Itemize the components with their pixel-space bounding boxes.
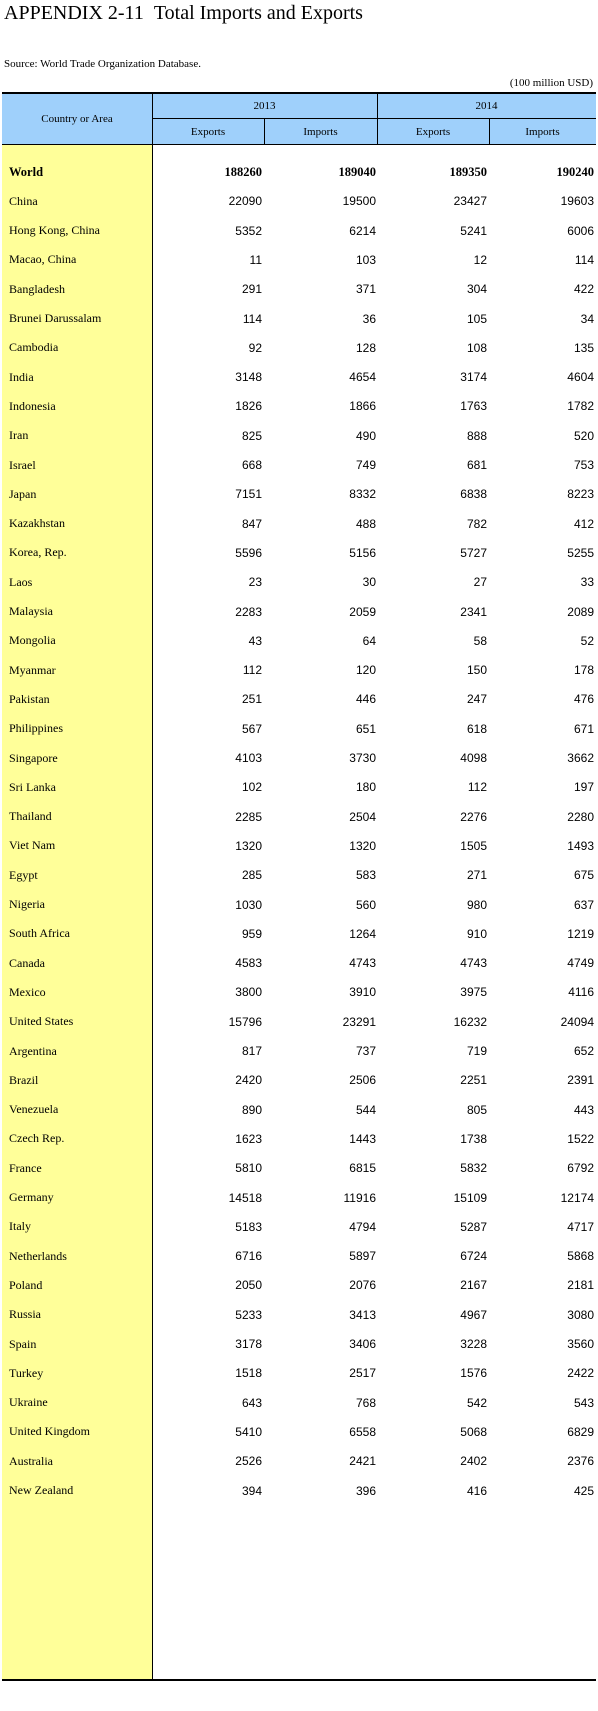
value-exports-2013: 5233 [235,1307,262,1322]
value-exports-2014: 5727 [460,545,487,560]
value-imports-2013: 6558 [349,1424,376,1439]
value-exports-2013: 847 [241,516,262,531]
country-name: Hong Kong, China [9,223,100,238]
value-exports-2013: 92 [248,340,262,355]
value-exports-2014: 6724 [460,1249,487,1264]
value-exports-2014: 23427 [453,194,487,209]
value-imports-2014: 197 [573,780,594,795]
value-exports-2013: 291 [241,282,262,297]
value-exports-2013: 43 [248,633,262,648]
value-imports-2013: 2504 [349,809,376,824]
table-row [2,537,596,569]
value-exports-2014: 2341 [460,604,487,619]
table-row [2,771,596,803]
table-row [2,1299,596,1331]
value-exports-2013: 817 [241,1044,262,1058]
value-imports-2013: 1264 [349,926,376,941]
value-imports-2014: 8223 [567,487,594,502]
value-imports-2013: 4794 [349,1219,376,1234]
value-imports-2014: 52 [580,633,594,648]
value-exports-2014: 271 [466,868,487,883]
value-imports-2013: 1443 [349,1131,376,1146]
value-imports-2014: 422 [573,282,594,297]
value-exports-2014: 681 [466,458,487,472]
value-exports-2013: 3178 [235,1337,262,1351]
value-exports-2013: 959 [241,926,262,941]
value-exports-2014: 3975 [460,985,487,1000]
value-exports-2013: 1623 [235,1131,262,1146]
value-exports-2013: 2285 [235,809,262,824]
value-exports-2014: 112 [467,780,487,795]
table-row [2,1094,596,1126]
value-exports-2013: 112 [242,663,262,678]
value-imports-2014: 543 [573,1395,594,1410]
value-imports-2013: 180 [355,780,376,795]
table-row [2,1416,596,1448]
value-exports-2013: 188260 [224,164,262,179]
table-row [2,654,596,686]
value-exports-2014: 3228 [460,1337,487,1351]
table-row [2,566,596,598]
value-exports-2013: 394 [241,1483,262,1498]
table-row [2,1035,596,1067]
value-exports-2013: 14518 [228,1190,262,1205]
table-row [2,420,596,452]
table-row [2,801,596,833]
value-imports-2013: 11916 [343,1190,376,1205]
value-exports-2014: 5068 [460,1424,487,1439]
value-exports-2013: 890 [241,1102,262,1117]
value-exports-2014: 980 [466,897,487,912]
value-exports-2013: 3148 [235,370,262,385]
value-imports-2014: 3080 [567,1307,594,1322]
value-exports-2014: 2167 [460,1278,487,1293]
table-top-rule [2,92,596,94]
value-imports-2013: 2421 [349,1454,376,1469]
value-imports-2013: 120 [355,663,376,678]
value-exports-2013: 4583 [235,956,262,971]
table-title: Total Imports and Exports [153,2,363,24]
table-row [2,273,596,305]
table-row [2,859,596,891]
value-exports-2014: 416 [466,1483,487,1498]
header-2013-exports: Exports [152,119,264,144]
country-name: Australia [9,1453,53,1468]
country-name: Singapore [9,750,58,765]
country-name: Mongolia [9,633,56,648]
value-imports-2013: 651 [355,721,376,736]
value-imports-2013: 2059 [349,604,376,619]
value-imports-2013: 446 [355,692,376,707]
value-imports-2013: 3413 [349,1307,376,1322]
value-imports-2013: 8332 [349,487,376,502]
sub-divider-2013 [264,119,265,144]
table-row [2,508,596,540]
country-name: Nigeria [9,897,45,911]
country-name: Netherlands [9,1248,67,1263]
year-divider-rule [377,93,378,144]
value-imports-2014: 5868 [567,1249,594,1264]
value-imports-2014: 3560 [567,1337,594,1351]
value-exports-2014: 3174 [460,370,487,385]
value-imports-2014: 19603 [560,194,594,209]
value-exports-2013: 5596 [235,545,262,560]
table-row [2,244,596,276]
country-name: Germany [9,1190,54,1204]
value-exports-2014: 16232 [453,1014,487,1029]
header-country-or-area: Country or Area [2,93,152,144]
country-name: Spain [9,1336,37,1351]
country-name: France [9,1160,42,1175]
value-exports-2014: 2276 [460,809,487,824]
table-row [2,449,596,481]
table-row [2,1240,596,1272]
table-row [2,1357,596,1389]
value-imports-2013: 2076 [349,1278,376,1293]
value-imports-2013: 3406 [349,1337,376,1351]
value-exports-2013: 285 [241,868,262,883]
value-imports-2013: 189040 [338,164,376,179]
country-name: Ukraine [9,1395,48,1410]
page-title [4,2,363,25]
header-2014-exports: Exports [377,119,489,144]
header-year-rule [152,118,596,119]
value-imports-2014: 12174 [560,1190,594,1205]
country-name: Bangladesh [9,281,65,296]
source-note: Source: World Trade Organization Database. [4,58,201,70]
country-name: Macao, China [9,252,77,267]
value-exports-2013: 825 [241,428,262,443]
value-exports-2013: 1320 [235,838,262,853]
value-imports-2013: 30 [362,575,376,590]
value-imports-2013: 2517 [349,1366,376,1381]
value-imports-2014: 114 [574,252,594,267]
value-imports-2013: 2506 [349,1073,376,1088]
value-imports-2014: 4749 [567,956,594,971]
value-exports-2013: 114 [242,311,262,326]
table-row [2,830,596,862]
value-exports-2014: 105 [466,311,487,326]
value-exports-2013: 2283 [235,604,262,619]
value-imports-2013: 64 [362,633,376,648]
value-imports-2013: 396 [355,1483,376,1498]
value-imports-2014: 2181 [567,1278,594,1293]
value-imports-2013: 36 [362,311,376,326]
value-exports-2013: 3800 [235,985,262,1000]
value-imports-2013: 103 [355,252,376,267]
value-exports-2014: 719 [466,1044,487,1058]
country-name: Russia [9,1307,42,1322]
country-name: Kazakhstan [9,516,65,531]
value-imports-2013: 737 [355,1044,376,1058]
value-imports-2013: 560 [355,897,376,912]
value-exports-2013: 6716 [235,1249,262,1264]
country-name: Japan [9,486,37,501]
value-imports-2013: 5897 [349,1249,376,1264]
value-imports-2014: 4604 [567,370,594,385]
value-imports-2013: 128 [355,340,376,355]
country-name: Poland [9,1277,43,1292]
table-row [2,1211,596,1243]
table-bottom-rule [2,1679,596,1681]
table-row [2,947,596,979]
value-exports-2013: 643 [241,1395,262,1410]
value-exports-2013: 7151 [235,487,262,502]
value-exports-2014: 189350 [449,164,487,179]
value-exports-2014: 150 [466,663,487,678]
value-imports-2014: 6792 [567,1161,594,1176]
value-exports-2014: 2251 [460,1073,487,1088]
table-row [2,332,596,364]
value-imports-2014: 753 [573,458,594,472]
header-year-2013: 2013 [152,93,377,118]
value-exports-2014: 4098 [460,751,487,765]
value-exports-2013: 567 [241,721,262,736]
table-row [2,1123,596,1155]
value-imports-2014: 652 [573,1044,594,1058]
value-imports-2014: 671 [573,721,594,736]
value-imports-2013: 3730 [349,751,376,765]
value-imports-2014: 33 [580,575,594,590]
value-imports-2014: 425 [573,1483,594,1498]
value-exports-2014: 247 [466,692,487,707]
value-imports-2014: 2422 [567,1366,594,1381]
country-name: Thailand [9,809,52,824]
value-imports-2014: 6006 [567,223,594,238]
value-imports-2014: 24094 [560,1014,594,1029]
value-exports-2014: 5287 [460,1219,487,1234]
value-imports-2014: 178 [573,663,594,678]
value-imports-2014: 443 [573,1102,594,1117]
country-name: United Kingdom [9,1424,90,1439]
country-name: New Zealand [9,1483,74,1497]
country-name: China [9,193,38,208]
value-exports-2013: 5352 [235,223,262,238]
header-2014-imports: Imports [489,119,596,144]
value-exports-2014: 12 [473,252,487,267]
value-exports-2013: 251 [241,692,262,707]
country-name: Italy [9,1219,31,1234]
value-imports-2014: 6829 [567,1424,594,1439]
table-row [2,976,596,1008]
value-exports-2014: 910 [466,926,487,941]
value-imports-2013: 4743 [349,956,376,971]
value-imports-2013: 768 [355,1395,376,1410]
value-exports-2014: 6838 [460,487,487,502]
country-name: Pakistan [9,691,50,706]
table-row [2,596,596,628]
value-imports-2013: 1320 [349,838,376,853]
value-imports-2013: 544 [355,1102,376,1117]
table-row [2,1064,596,1096]
table-row [2,683,596,715]
trade-table [2,93,596,1680]
value-imports-2013: 583 [355,868,376,883]
value-exports-2014: 2402 [460,1454,487,1469]
country-name: Israel [9,457,36,472]
value-exports-2014: 304 [466,282,487,297]
value-imports-2014: 135 [573,340,594,355]
country-name: United States [9,1014,74,1029]
header-2013-imports: Imports [264,119,377,144]
value-exports-2013: 1030 [235,897,262,912]
value-exports-2013: 1826 [235,399,262,414]
country-name: Argentina [9,1043,57,1058]
table-row [2,215,596,247]
table-row [2,156,596,188]
value-imports-2013: 1866 [349,399,376,414]
country-name: Turkey [9,1365,44,1380]
value-imports-2014: 412 [573,516,594,531]
country-name: Czech Rep. [9,1131,65,1146]
country-name: India [9,369,34,384]
table-row [2,889,596,921]
country-name: Iran [9,428,29,443]
value-imports-2014: 675 [573,868,594,883]
table-row [2,361,596,393]
country-name: Indonesia [9,398,56,413]
table-row [2,742,596,774]
value-imports-2013: 6214 [349,223,376,238]
value-imports-2013: 488 [355,516,376,531]
value-imports-2014: 1219 [567,926,594,941]
country-name: Malaysia [9,604,53,618]
country-name: Brazil [9,1072,39,1087]
value-imports-2014: 1493 [567,838,594,853]
country-name: Mexico [9,984,46,999]
value-imports-2013: 3910 [349,985,376,1000]
value-exports-2014: 888 [466,428,487,443]
value-imports-2014: 476 [573,692,594,707]
value-imports-2014: 1522 [567,1131,594,1146]
table-row [2,1445,596,1477]
value-exports-2014: 1738 [460,1131,487,1146]
value-imports-2013: 490 [355,428,376,443]
table-row [2,918,596,950]
value-imports-2013: 5156 [349,545,376,560]
value-exports-2013: 5410 [235,1424,262,1439]
value-imports-2014: 4116 [568,985,594,1000]
value-imports-2014: 520 [573,428,594,443]
header-year-2014: 2014 [377,93,596,118]
value-exports-2014: 108 [466,340,487,355]
table-row [2,1269,596,1301]
country-name: Brunei Darussalam [9,311,102,325]
country-name: South Africa [9,926,70,941]
value-exports-2013: 2050 [235,1278,262,1293]
value-exports-2014: 4967 [460,1307,487,1322]
country-name: Korea, Rep. [9,545,67,560]
value-imports-2013: 371 [355,282,376,297]
appendix-code: APPENDIX 2-11 [4,2,144,24]
value-imports-2014: 4717 [567,1219,594,1234]
value-exports-2013: 1518 [235,1366,262,1381]
value-imports-2014: 34 [580,311,594,326]
value-exports-2013: 15796 [228,1014,262,1029]
value-exports-2014: 15109 [453,1190,487,1205]
value-exports-2013: 4103 [235,751,262,765]
value-imports-2014: 2089 [567,604,594,619]
country-name: World [9,164,44,179]
value-exports-2014: 27 [473,575,487,590]
sub-divider-2014 [489,119,490,144]
value-imports-2014: 2280 [567,809,594,824]
country-name: Egypt [9,867,38,882]
value-imports-2014: 1782 [567,399,594,414]
value-imports-2013: 6815 [349,1161,376,1176]
value-exports-2013: 11 [249,252,262,267]
value-exports-2014: 1576 [460,1366,487,1381]
value-exports-2014: 618 [466,721,487,736]
value-exports-2014: 5832 [460,1161,487,1176]
table-row [2,1328,596,1360]
value-exports-2013: 2526 [235,1454,262,1469]
table-row [2,478,596,510]
value-imports-2014: 3662 [567,751,594,765]
value-imports-2014: 190240 [556,164,594,179]
country-name: Laos [9,574,33,589]
value-exports-2014: 4743 [460,956,487,971]
value-exports-2014: 1505 [460,838,487,853]
value-exports-2014: 1763 [460,399,487,414]
value-exports-2013: 23 [248,575,262,590]
country-name: Philippines [9,721,64,736]
country-name: Myanmar [9,662,56,677]
value-exports-2014: 805 [466,1102,487,1117]
value-imports-2014: 5255 [567,545,594,560]
table-row [2,625,596,657]
value-exports-2013: 22090 [228,194,262,209]
table-row [2,1152,596,1184]
value-exports-2014: 782 [466,516,487,531]
country-name: Canada [9,955,45,970]
value-imports-2014: 637 [573,897,594,912]
value-imports-2013: 749 [355,458,376,472]
value-exports-2013: 102 [241,780,262,795]
country-name: Viet Nam [9,838,56,853]
header-bottom-rule [2,144,596,145]
value-exports-2013: 2420 [235,1073,262,1088]
table-row [2,1475,596,1507]
table-row [2,303,596,335]
value-exports-2013: 5810 [235,1161,262,1176]
country-name: Sri Lanka [9,779,56,794]
value-imports-2014: 2391 [567,1073,594,1088]
unit-note: (100 million USD) [509,77,593,89]
table-row [2,185,596,217]
value-exports-2013: 668 [241,458,262,472]
country-name: Venezuela [9,1102,59,1117]
value-imports-2014: 2376 [567,1454,594,1469]
value-imports-2013: 19500 [342,194,376,209]
value-exports-2013: 5183 [235,1219,262,1234]
table-row [2,1006,596,1038]
table-row [2,1387,596,1419]
value-exports-2014: 5241 [460,223,487,238]
table-row [2,1182,596,1214]
value-imports-2013: 4654 [349,370,376,385]
country-name: Cambodia [9,340,59,355]
table-row [2,713,596,745]
value-exports-2014: 58 [473,633,487,648]
value-exports-2014: 542 [466,1395,487,1410]
table-row [2,390,596,422]
value-imports-2013: 23291 [342,1014,376,1029]
